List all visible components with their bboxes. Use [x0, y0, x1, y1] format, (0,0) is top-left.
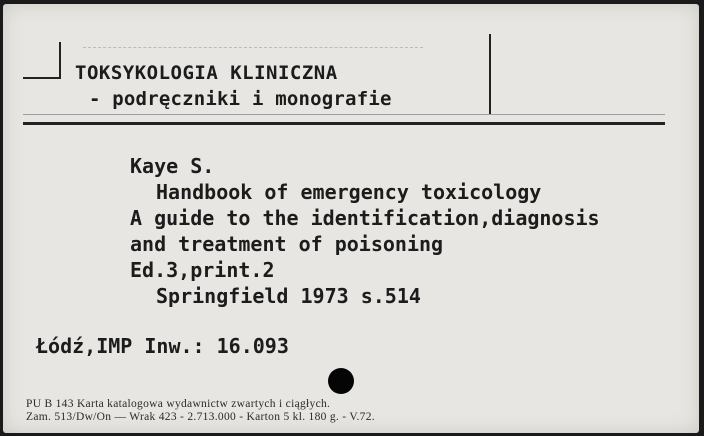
subtitle-line-2: and treatment of poisoning: [130, 232, 444, 256]
footer-line-2: Zam. 513/Dw/On — Wrak 423 - 2.713.000 - Karton 5 kl. 180 g. - V.72.: [26, 411, 375, 423]
title-line: Handbook of emergency toxicology: [156, 180, 542, 204]
catalog-card: [3, 4, 699, 433]
header-thick-rule: [23, 122, 665, 125]
header-divider: [489, 34, 491, 114]
category-subtitle: - podręczniki i monografie: [89, 88, 392, 110]
edition-line: Ed.3,print.2: [130, 258, 275, 282]
imprint-line: Springfield 1973 s.514: [156, 284, 421, 308]
subtitle-line-1: A guide to the identification,diagnosis: [130, 206, 600, 230]
footer-line-1: PU B 143 Karta katalogowa wydawnictw zwartych i ciągłych.: [26, 398, 331, 410]
faint-header-trace: [83, 47, 423, 49]
card-punch-hole: [328, 368, 354, 394]
category-title: TOKSYKOLOGIA KLINICZNA: [75, 62, 338, 84]
header-thin-rule: [23, 114, 665, 115]
author-line: Kaye S.: [130, 154, 215, 178]
header-tick-mark: [59, 42, 61, 79]
header-stub-rule: [23, 77, 61, 79]
inventory-line: Łódź,IMP Inw.: 16.093: [36, 334, 289, 358]
